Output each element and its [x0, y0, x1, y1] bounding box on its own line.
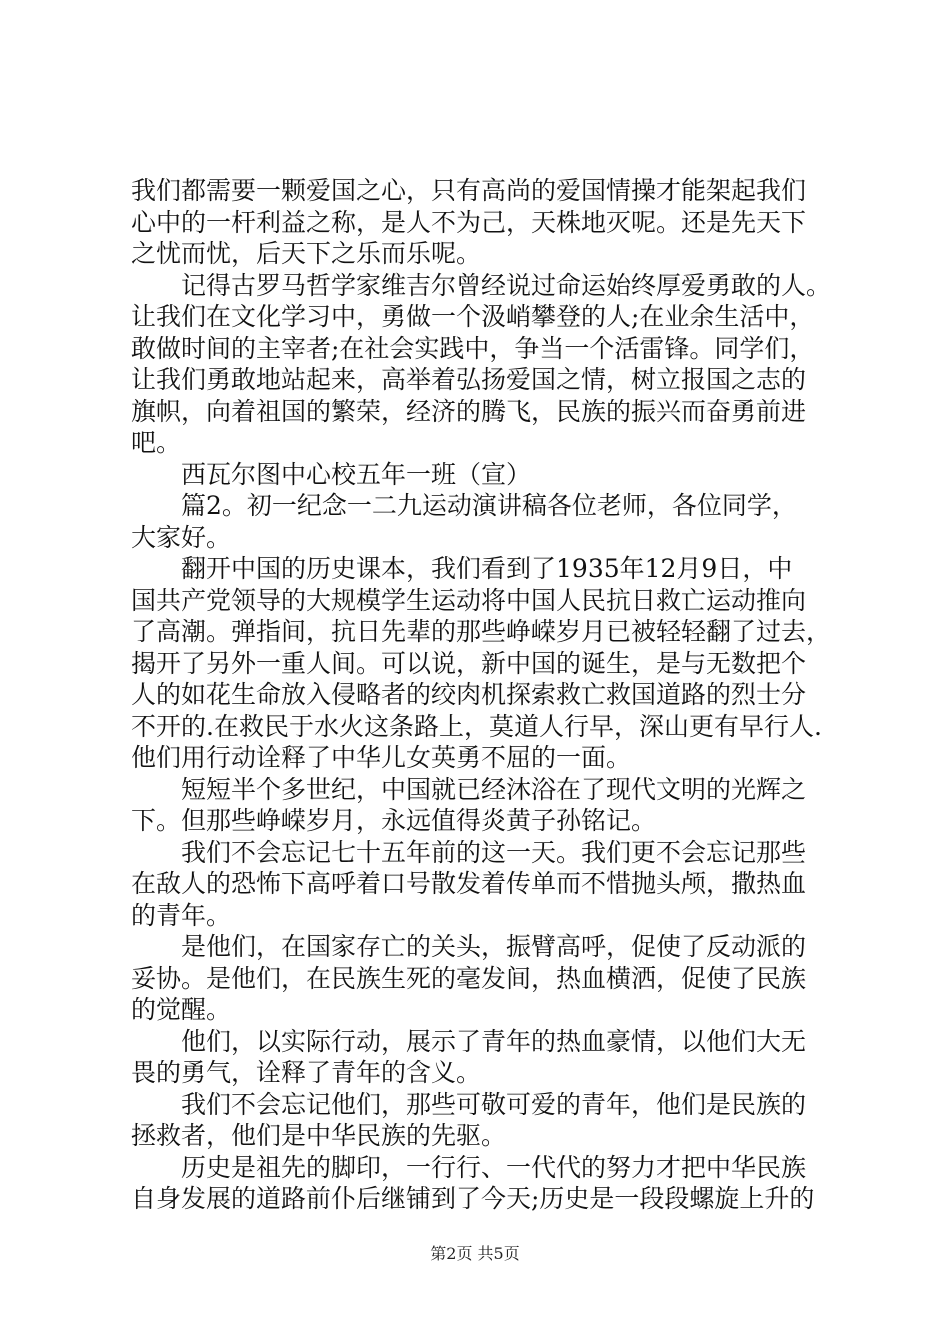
text-line: 翻开中国的历史课本，我们看到了1935年12月9日，中 [131, 554, 793, 583]
text-line: 记得古罗马哲学家维吉尔曾经说过命运始终厚爱勇敢的人。 [131, 270, 832, 300]
text-line: 畏的勇气，诠释了青年的含义。 [131, 1058, 482, 1087]
text-line: 了高潮。弹指间，抗日先辈的那些峥嵘岁月已被轻轻翻了过去， [131, 617, 832, 646]
text-line: 心中的一杆利益之称，是人不为己，天株地灭呢。还是先天下 [131, 207, 807, 237]
text-line: 是他们，在国家存亡的关头，振臂高呼，促使了反动派的 [131, 932, 807, 961]
text-line: 旗帜，向着祖国的繁荣，经济的腾飞，民族的振兴而奋勇前进 [131, 396, 807, 426]
text-line: 敢做时间的主宰者;在社会实践中，争当一个活雷锋。同学们， [131, 333, 815, 363]
page-number-footer: 第2页 共5页 [430, 1244, 520, 1263]
text-line: 我们都需要一颗爱国之心，只有高尚的爱国情操才能架起我们 [131, 176, 807, 205]
text-line: 妥协。是他们，在民族生死的毫发间，热血横洒，促使了民族 [131, 963, 807, 993]
text-line: 历史是祖先的脚印，一行行、一代代的努力才把中华民族 [131, 1152, 807, 1182]
text-line: 他们，以实际行动，展示了青年的热血豪情，以他们大无 [131, 1026, 807, 1056]
text-line: 大家好。 [131, 522, 232, 552]
document-body [131, 175, 847, 1215]
text-line: 下。但那些峥嵘岁月，永远值得炎黄子孙铭记。 [131, 806, 657, 835]
text-line: 揭开了另外一重人间。可以说，新中国的诞生，是与无数把个 [131, 648, 807, 678]
text-line: 西瓦尔图中心校五年一班（宣） [131, 459, 532, 489]
text-line: 短短半个多世纪，中国就已经沐浴在了现代文明的光辉之 [131, 774, 807, 804]
text-line: 国共产党领导的大规模学生运动将中国人民抗日救亡运动推向 [131, 585, 807, 615]
text-line: 在敌人的恐怖下高呼着口号散发着传单而不惜抛头颅，撒热血 [131, 869, 807, 898]
text-line: 不开的.在救民于水火这条路上，莫道人行早，深山更有早行人. [131, 711, 822, 741]
text-line: 自身发展的道路前仆后继铺到了今天;历史是一段段螺旋上升的 [131, 1184, 815, 1213]
text-line: 的青年。 [131, 900, 232, 930]
text-line: 让我们在文化学习中，勇做一个汲峭攀登的人;在业余生活中， [131, 302, 815, 331]
text-line: 拯救者，他们是中华民族的先驱。 [131, 1121, 507, 1150]
text-line: 之忧而忧，后天下之乐而乐呢。 [131, 239, 482, 268]
text-line: 人的如花生命放入侵略者的绞肉机探索救亡救国道路的烈士分 [131, 680, 807, 709]
text-line: 的觉醒。 [131, 995, 232, 1024]
text-line: 我们不会忘记他们，那些可敬可爱的青年，他们是民族的 [131, 1089, 807, 1119]
text-line: 我们不会忘记七十五年前的这一天。我们更不会忘记那些 [131, 837, 807, 867]
text-line: 让我们勇敢地站起来，高举着弘扬爱国之情，树立报国之志的 [131, 365, 807, 394]
text-line: 吧。 [131, 428, 182, 457]
text-line: 他们用行动诠释了中华儿女英勇不屈的一面。 [131, 743, 632, 772]
text-line: 篇2。初一纪念一二九运动演讲稿各位老师，各位同学， [131, 491, 797, 520]
